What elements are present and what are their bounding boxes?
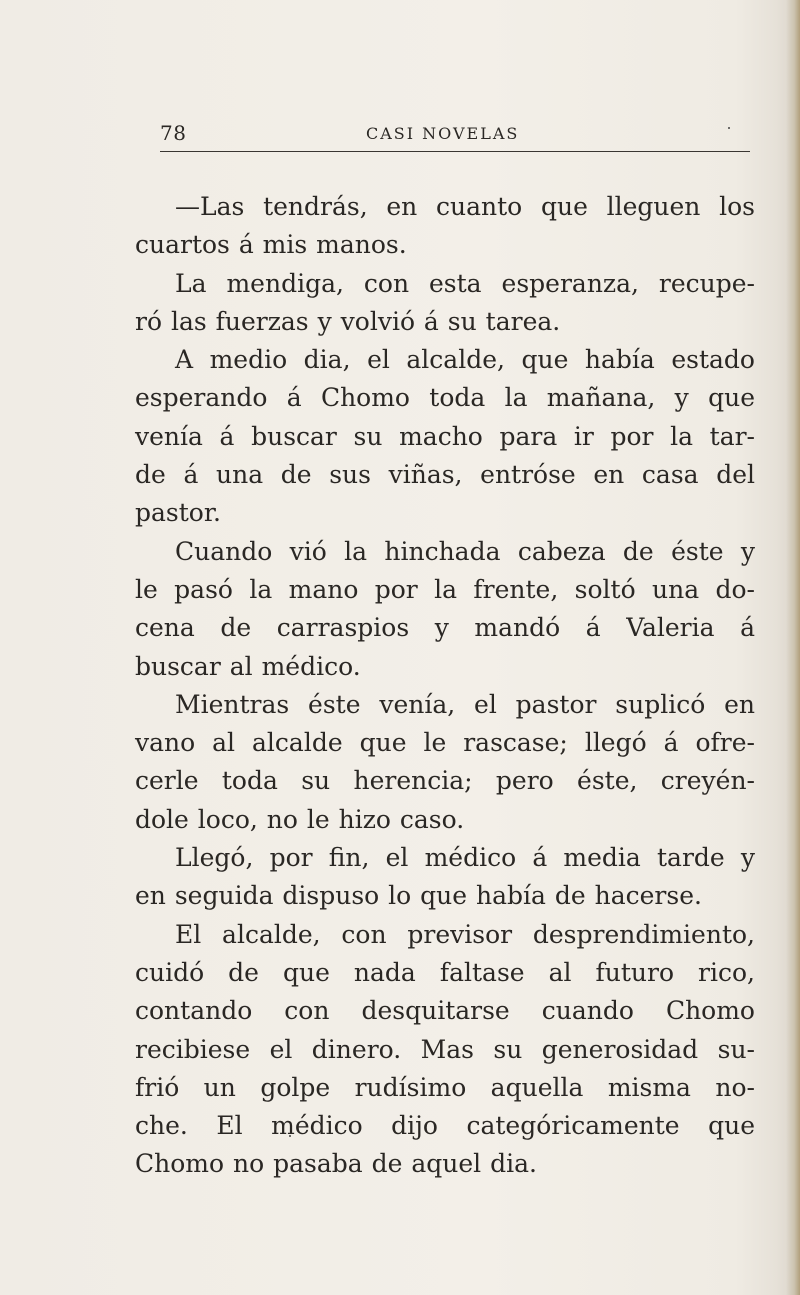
text-line: Cuando vió la hinchada cabeza de éste y (175, 536, 755, 566)
text-line: le pasó la mano por la frente, soltó una do- (135, 574, 755, 604)
text-line: Llegó, por fin, el médico á media tarde y (175, 843, 755, 873)
text-line: pastor. (135, 498, 221, 528)
text-line: cuartos á mis manos. (135, 230, 407, 260)
text-line: cuidó de que nada faltase al futuro rico, (135, 957, 755, 987)
text-line: El alcalde, con previsor desprendimiento, (175, 919, 755, 949)
text-line: frió un golpe rudísimo aquella misma no- (135, 1072, 755, 1102)
text-line: contando con desquitarse cuando Chomo (135, 996, 755, 1026)
text-line: en seguida dispuso lo que había de hacerse. (135, 881, 702, 911)
running-head (160, 117, 750, 151)
text-line: A medio dia, el alcalde, que había estado (175, 345, 755, 375)
text-line: Chomo no pasaba de aquel dia. (135, 1149, 537, 1179)
text-line: Mientras éste venía, el pastor suplicó en (175, 689, 755, 719)
body-text (135, 188, 755, 1184)
text-line: La mendiga, con esta esperanza, recupe- (175, 268, 755, 298)
text-line: ró las fuerzas y volvió á su tarea. (135, 306, 561, 336)
text-line: —Las tendrás, en cuanto que lleguen los (175, 192, 755, 221)
text-line: venía á buscar su macho para ir por la tar- (135, 421, 755, 451)
text-line: de á una de sus viñas, entróse en casa del (135, 460, 755, 490)
text-line: cerle toda su herencia; pero éste, creyén- (135, 766, 755, 796)
page-edge-shadow (786, 0, 800, 1295)
page-number: 78 (160, 121, 187, 145)
text-line: buscar al médico. (135, 651, 361, 681)
text-line: esperando á Chomo toda la mañana, y que (135, 383, 755, 413)
header-rule (160, 151, 750, 152)
ink-speck (728, 127, 730, 129)
text-line: dole loco, no le hizo caso. (135, 804, 465, 834)
text-line: cena de carraspios y mandó á Valeria á (135, 613, 755, 643)
text-line: vano al alcalde que le rascase; llegó á ofre- (135, 728, 755, 758)
text-line: che. El médico dijo categóricamente que (135, 1111, 755, 1141)
running-title: CASI NOVELAS (366, 124, 520, 143)
text-line: recibiese el dinero. Mas su generosidad su- (135, 1034, 755, 1064)
